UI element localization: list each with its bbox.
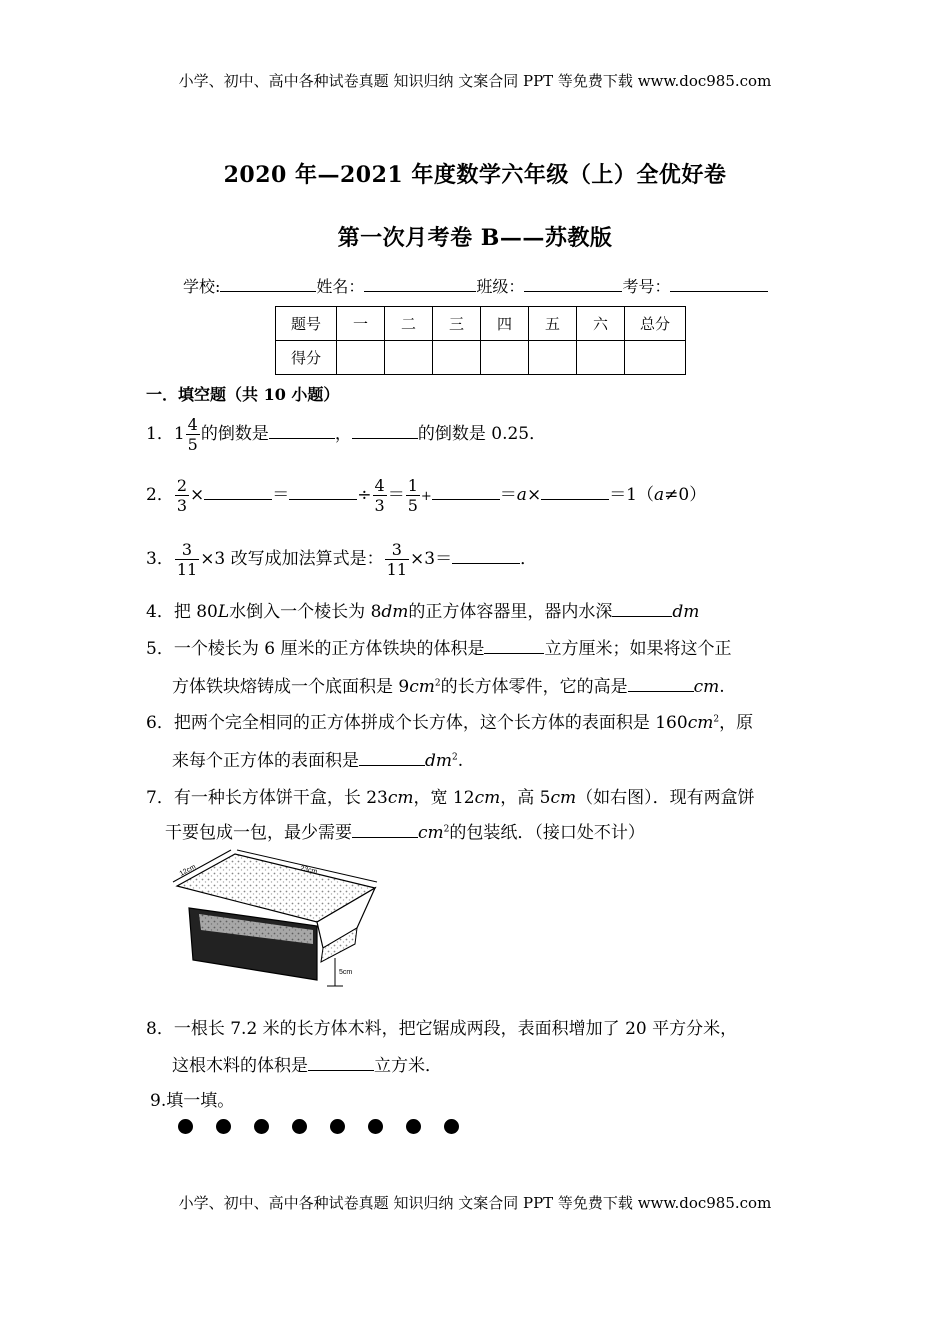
answer-blank[interactable] xyxy=(352,424,418,439)
question-1: 1．1 $\frac{4}{5}$ 的倒数是 ， 的倒数是 0.25． xyxy=(146,415,547,454)
fraction: $\frac{3}{11}$ xyxy=(176,540,198,579)
question-3: 3． $\frac{3}{11}$ ×3 改写成加法算式是： $\frac{3}{11}$ ×3＝ ． xyxy=(146,540,538,579)
answer-blank[interactable] xyxy=(432,485,500,500)
question-5: 5．一个棱长为 6 厘米的正方体铁块的体积是 立方厘米；如果将这个正 xyxy=(146,639,732,659)
answer-blank[interactable] xyxy=(359,751,425,766)
score-header-cell: 六 xyxy=(577,307,625,341)
dot xyxy=(406,1119,421,1134)
student-info-line xyxy=(183,274,768,297)
score-table xyxy=(275,306,686,375)
score-cell[interactable] xyxy=(337,341,385,375)
exam-no-label: 考号： xyxy=(622,277,671,296)
section-title-fill-in: 一．填空题（共 10 小题） xyxy=(146,385,340,404)
fraction: $\frac{3}{11}$ xyxy=(386,540,408,579)
answer-blank[interactable] xyxy=(452,549,520,564)
dot xyxy=(178,1119,193,1134)
box-height-label: 5cm xyxy=(339,969,353,976)
page-footer: 小学、初中、高中各种试卷真题 知识归纳 文案合同 PPT 等免费下载 www.doc985.com xyxy=(178,1194,772,1212)
score-header-cell: 五 xyxy=(529,307,577,341)
exam-title: 2020 年—2021 年度数学六年级（上）全优好卷 xyxy=(223,162,727,188)
fraction: $\frac{4}{5}$ xyxy=(187,415,198,454)
exam-no-blank[interactable] xyxy=(670,277,768,292)
question-number: 9. xyxy=(150,1091,167,1111)
question-number: 4． xyxy=(146,602,174,622)
question-number: 8． xyxy=(146,1019,174,1039)
dot xyxy=(444,1119,459,1134)
dot xyxy=(368,1119,383,1134)
score-header-cell: 四 xyxy=(481,307,529,341)
answer-blank[interactable] xyxy=(289,485,357,500)
question-number: 5． xyxy=(146,639,174,659)
question-number: 1． xyxy=(146,424,174,444)
answer-blank[interactable] xyxy=(269,424,335,439)
question-number: 3． xyxy=(146,549,174,569)
score-cell[interactable] xyxy=(481,341,529,375)
dot xyxy=(292,1119,307,1134)
biscuit-box-figure xyxy=(165,848,395,988)
question-2: 2． $\frac{2}{3}$ × ＝ ÷ $\frac{4}{3}$ ＝ $\frac{1}{5}$ + ＝a× ＝1（a≠0） xyxy=(146,476,707,515)
fraction: $\frac{4}{3}$ xyxy=(374,476,385,515)
score-header-cell: 二 xyxy=(385,307,433,341)
question-7: 7．有一种长方体饼干盒，长 23cm，宽 12cm，高 5cm（如右图）．现有两盒饼 xyxy=(146,788,755,808)
question-4: 4．把 80L水倒入一个棱长为 8dm的正方体容器里，器内水深 dm xyxy=(146,602,700,622)
box-length-label: 23cm xyxy=(299,865,318,876)
question-8: 8．一根长 7.2 米的长方体木料，把它锯成两段，表面积增加了 20 平方分米， xyxy=(146,1019,738,1039)
score-header-cell: 题号 xyxy=(276,307,337,341)
answer-blank[interactable] xyxy=(541,485,609,500)
answer-blank[interactable] xyxy=(628,677,694,692)
exam-subtitle: 第一次月考卷 B——苏教版 xyxy=(337,225,613,251)
answer-blank[interactable] xyxy=(484,639,544,654)
score-cell[interactable] xyxy=(577,341,625,375)
score-cell[interactable] xyxy=(625,341,686,375)
question-number: 6． xyxy=(146,713,174,733)
box-width-label: 12cm xyxy=(178,863,198,878)
answer-blank[interactable] xyxy=(352,823,418,838)
score-table-score-row xyxy=(276,341,686,375)
question-number: 2． xyxy=(146,485,174,505)
question-9: 9.填一填。 xyxy=(150,1091,235,1111)
class-label: 班级： xyxy=(476,277,525,296)
question-number: 7． xyxy=(146,788,174,808)
question-6-line-2: 来每个正方体的表面积是 $dm^2$. xyxy=(172,751,464,771)
dot xyxy=(216,1119,231,1134)
score-header-cell: 总分 xyxy=(625,307,686,341)
dots-row xyxy=(178,1119,459,1134)
fraction: $\frac{1}{5}$ xyxy=(407,476,418,515)
fraction: $\frac{2}{3}$ xyxy=(176,476,188,515)
mixed-whole: 1 xyxy=(173,424,185,444)
score-header-cell: 三 xyxy=(433,307,481,341)
question-5-line-2: 方体铁块熔铸成一个底面积是 $9cm^2$的长方体零件，它的高是 cm. xyxy=(172,677,725,697)
score-table-header-row xyxy=(276,307,686,341)
class-blank[interactable] xyxy=(524,277,622,292)
score-cell[interactable] xyxy=(385,341,433,375)
school-label: 学校: xyxy=(183,277,221,296)
answer-blank[interactable] xyxy=(204,485,272,500)
question-8-line-2: 这根木料的体积是 立方米． xyxy=(172,1056,442,1076)
score-header-cell: 一 xyxy=(337,307,385,341)
name-label: 姓名： xyxy=(316,277,365,296)
answer-blank[interactable] xyxy=(308,1056,374,1071)
score-cell[interactable] xyxy=(529,341,577,375)
score-row-label: 得分 xyxy=(276,341,337,375)
dot xyxy=(254,1119,269,1134)
question-7-line-2: 干要包成一包，最少需要 $cm^2$的包装纸．（接口处不计） xyxy=(165,823,645,843)
answer-blank[interactable] xyxy=(612,602,672,617)
page-header: 小学、初中、高中各种试卷真题 知识归纳 文案合同 PPT 等免费下载 www.doc985.com xyxy=(178,72,772,90)
score-cell[interactable] xyxy=(433,341,481,375)
dot xyxy=(330,1119,345,1134)
school-blank[interactable] xyxy=(220,277,316,292)
question-6: 6．把两个完全相同的正方体拼成个长方体，这个长方体的表面积是 $160cm^2$，原 xyxy=(146,713,754,733)
name-blank[interactable] xyxy=(364,277,476,292)
